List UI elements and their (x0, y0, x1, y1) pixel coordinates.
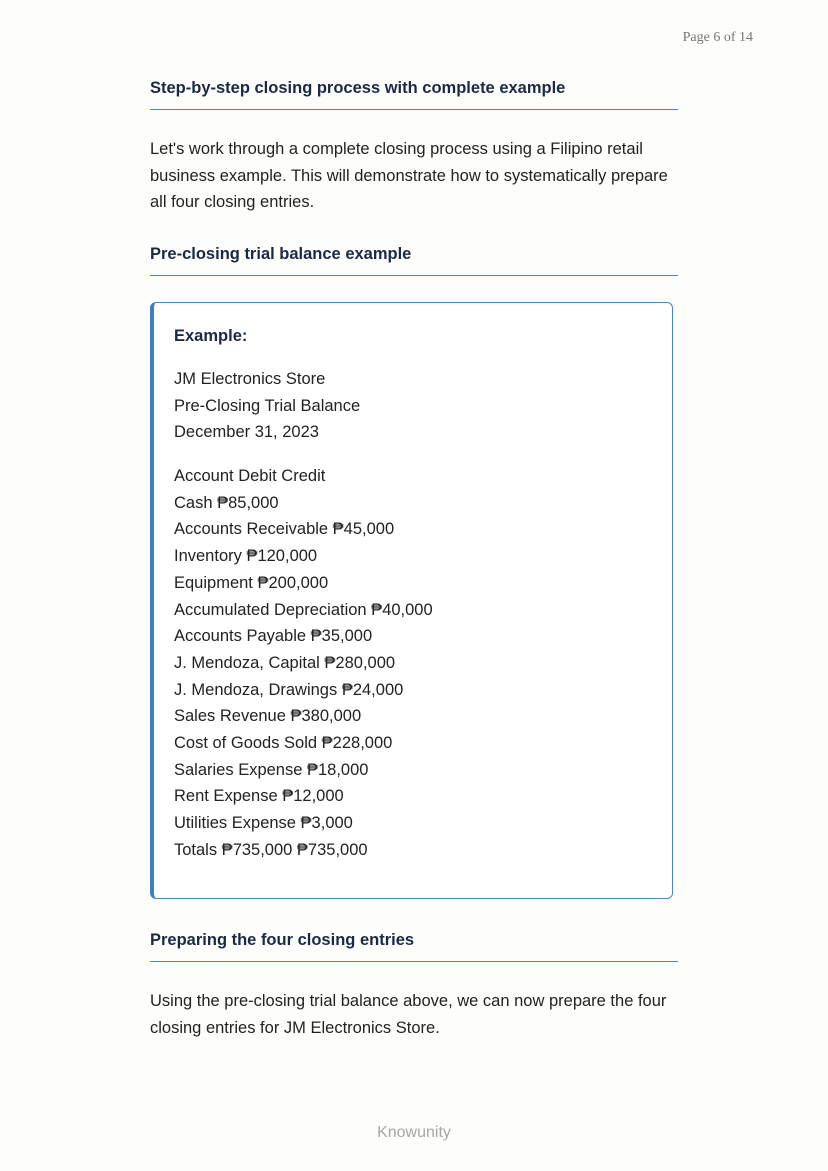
paragraph-line: Using the pre-closing trial balance above, we can now prepare the four (150, 992, 667, 1010)
section-heading-closing-process: Step-by-step closing process with complete example (150, 79, 566, 97)
intro-paragraph (150, 136, 690, 216)
trial-balance-line: Utilities Expense ₱3,000 (174, 814, 353, 833)
statement-date: December 31, 2023 (174, 423, 319, 442)
trial-balance-line: Accounts Payable ₱35,000 (174, 627, 373, 646)
trial-balance-header (174, 366, 360, 446)
paragraph-line: all four closing entries. (150, 193, 315, 212)
trial-balance-line: J. Mendoza, Capital ₱280,000 (174, 653, 396, 672)
trial-balance-line: Equipment ₱200,000 (174, 573, 329, 592)
closing-entries-paragraph (150, 988, 690, 1041)
trial-balance-line: Sales Revenue ₱380,000 (174, 707, 362, 726)
trial-balance-lines (174, 463, 433, 864)
heading-divider (150, 109, 678, 110)
example-box (150, 302, 673, 899)
heading-divider (150, 961, 678, 962)
trial-balance-line: Account Debit Credit (174, 467, 326, 485)
trial-balance-line: Salaries Expense ₱18,000 (174, 760, 369, 779)
example-title: Example: (174, 327, 248, 345)
trial-balance-totals: Totals ₱735,000 ₱735,000 (174, 840, 368, 859)
trial-balance-line: J. Mendoza, Drawings ₱24,000 (174, 680, 404, 699)
paragraph-line: closing entries for JM Electronics Store. (150, 1018, 440, 1037)
trial-balance-line: Cash ₱85,000 (174, 493, 279, 512)
business-name: JM Electronics Store (174, 370, 326, 388)
page-number: Page 6 of 14 (682, 30, 753, 45)
statement-name: Pre-Closing Trial Balance (174, 396, 361, 415)
trial-balance-line: Accumulated Depreciation ₱40,000 (174, 600, 433, 619)
trial-balance-line: Inventory ₱120,000 (174, 547, 318, 566)
trial-balance-line: Cost of Goods Sold ₱228,000 (174, 734, 393, 753)
section-heading-closing-entries: Preparing the four closing entries (150, 931, 415, 949)
trial-balance-line: Accounts Receivable ₱45,000 (174, 520, 395, 539)
trial-balance-line: Rent Expense ₱12,000 (174, 787, 344, 806)
heading-divider (150, 275, 678, 276)
paragraph-line: Let's work through a complete closing process using a Filipino retail (150, 140, 643, 158)
footer-brand: Knowunity (377, 1124, 451, 1141)
section-heading-trial-balance: Pre-closing trial balance example (150, 245, 412, 263)
paragraph-line: business example. This will demonstrate how to systematically prepare (150, 166, 668, 185)
